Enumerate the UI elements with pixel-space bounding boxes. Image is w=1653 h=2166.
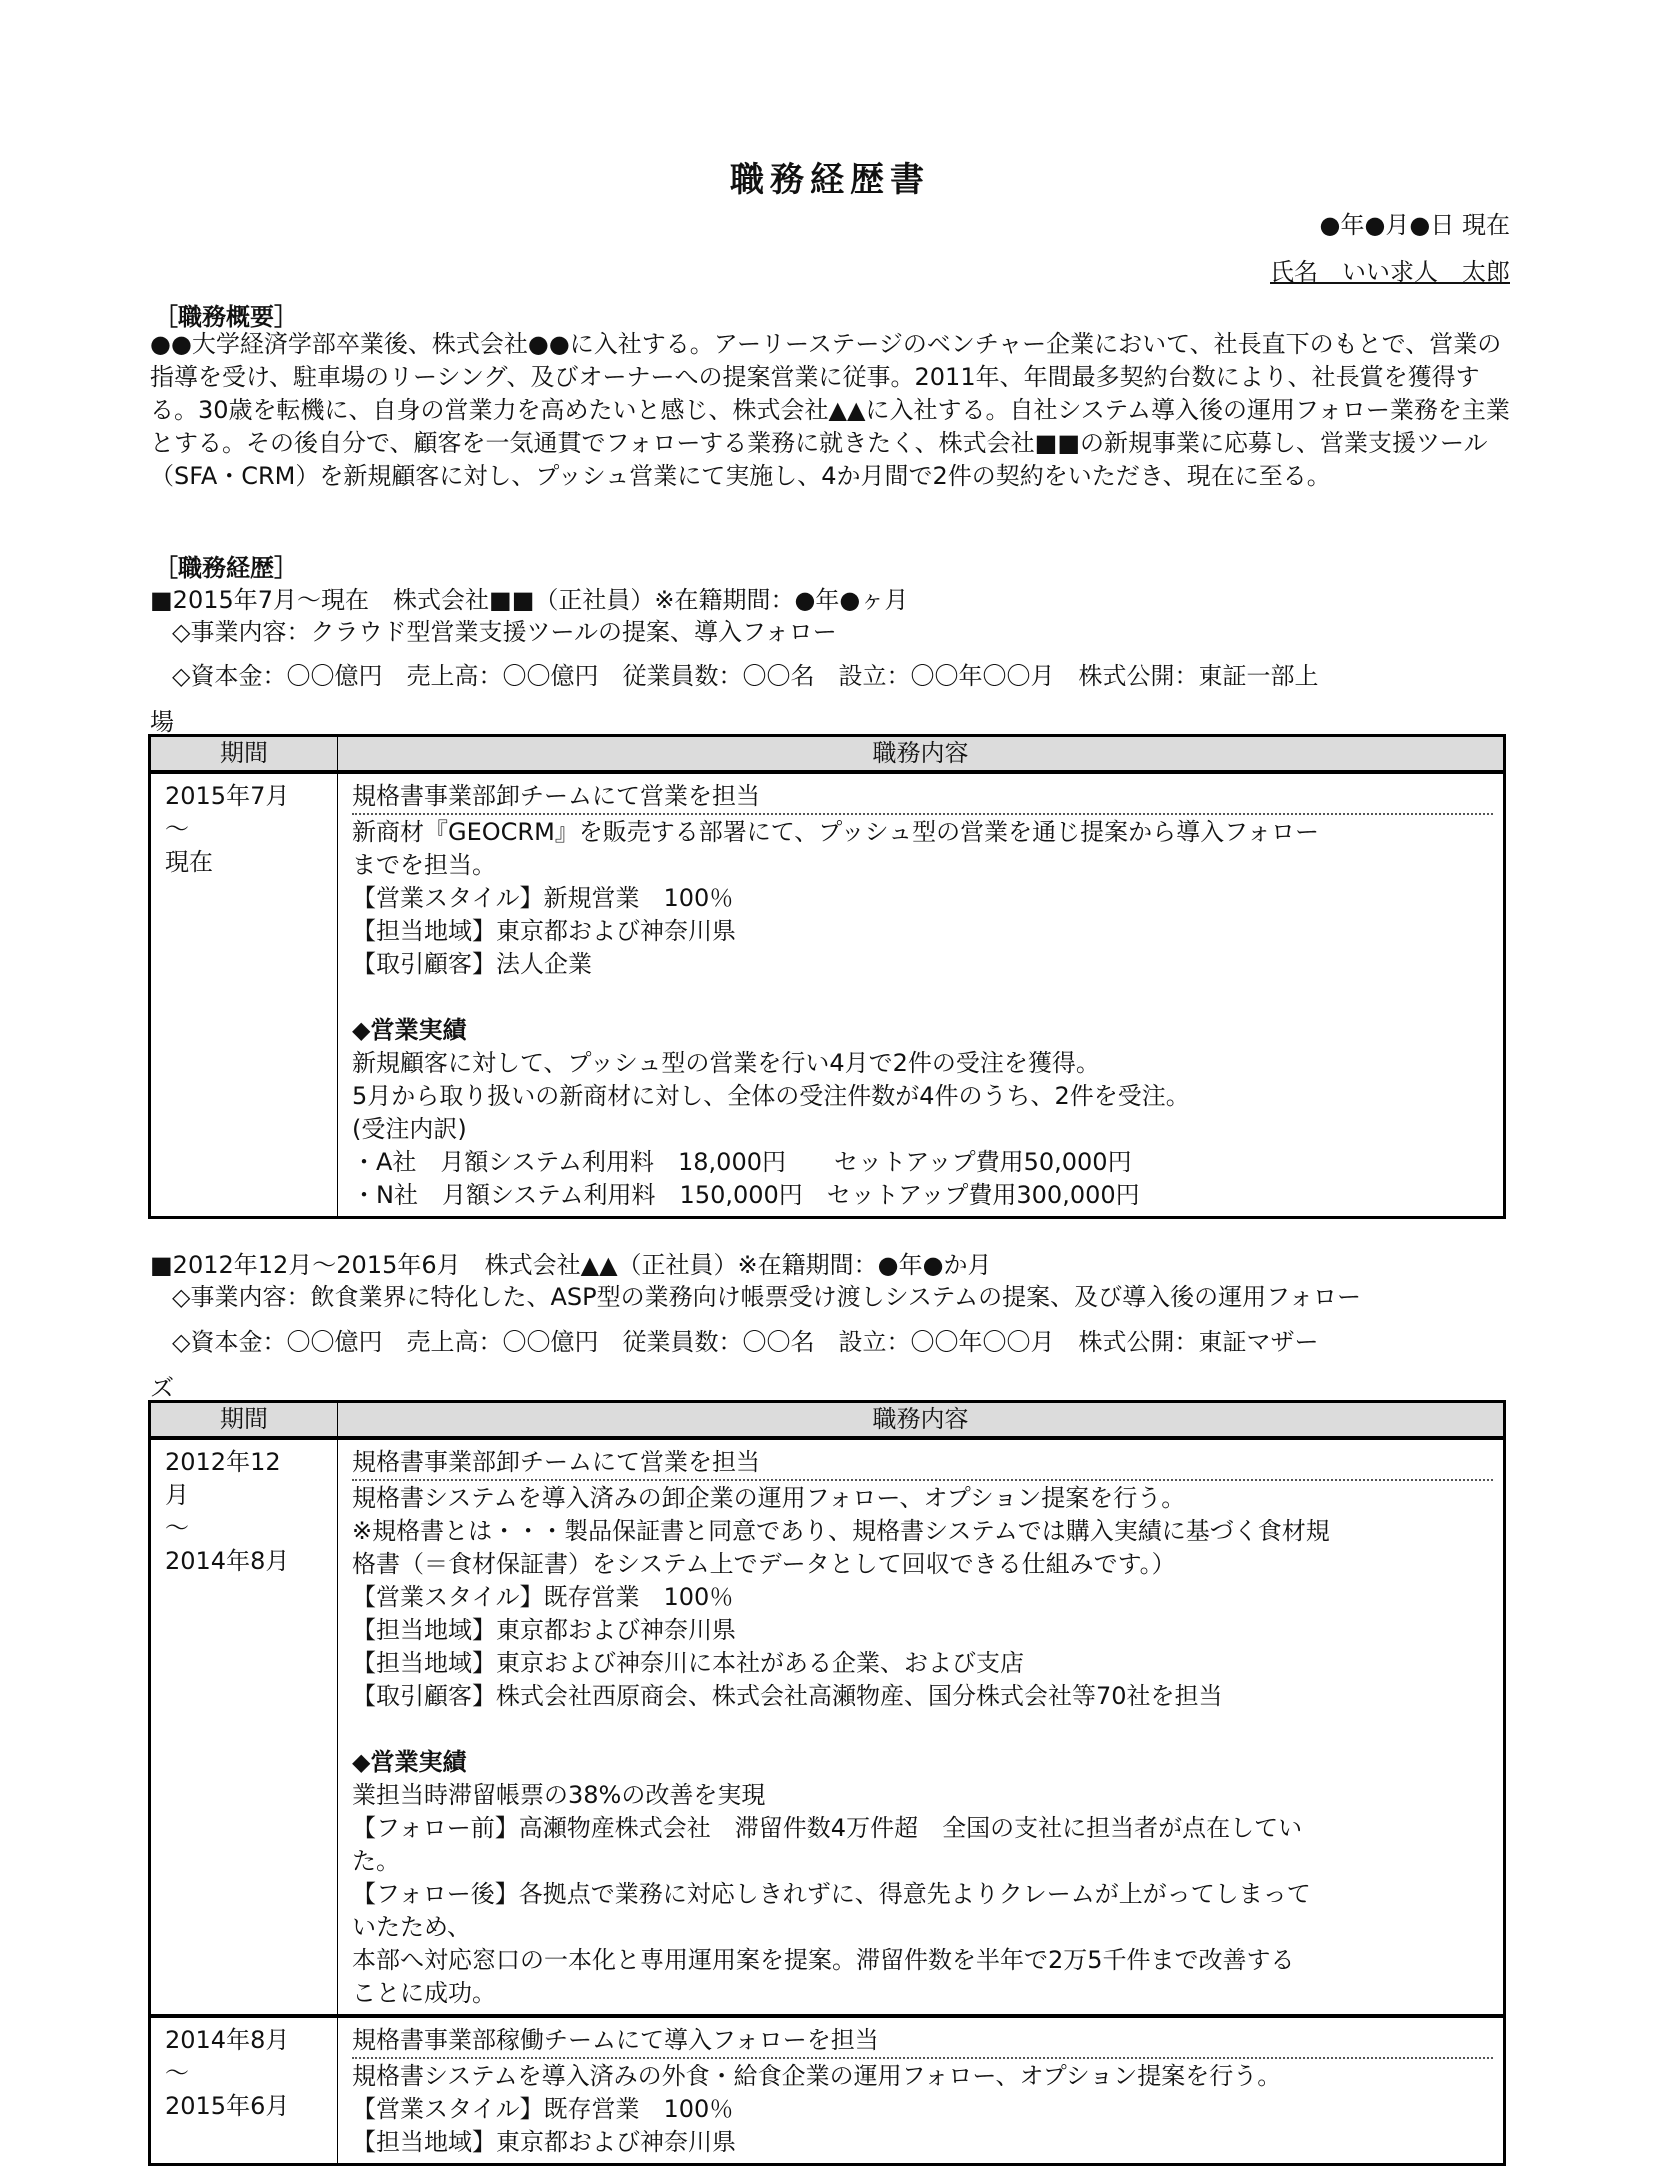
period-start: 2012年12 [165, 1448, 281, 1476]
achievement-line: 【フォロー前】高瀬物産株式会社 滞留件数4万件超 全国の支社に担当者が点在してい [352, 1814, 1303, 1842]
period-cell [150, 772, 338, 1218]
task-title: 規格書事業部卸チームにて営業を担当 [352, 780, 1493, 815]
period-sep: ～ [165, 2059, 189, 2087]
achievements-heading: ◆営業実績 [352, 1016, 467, 1044]
job-history-table [148, 1400, 1506, 2166]
period-start-cont: 月 [165, 1481, 189, 1509]
task-line: 規格書システムを導入済みの外食・給食企業の運用フォロー、オプション提案を行う。 [352, 2062, 1282, 2090]
period-end: 現在 [165, 848, 213, 876]
company-profile: ◇資本金：〇〇億円 売上高：〇〇億円 従業員数：〇〇名 設立：〇〇年〇〇月 株式公開：東証一部上 [172, 662, 1319, 690]
company-profile: ◇資本金：〇〇億円 売上高：〇〇億円 従業員数：〇〇名 設立：〇〇年〇〇月 株式公開：東証マザー [172, 1328, 1319, 1356]
company-business: ◇事業内容：クラウド型営業支援ツールの提案、導入フォロー [172, 618, 837, 646]
table-row [150, 2016, 1505, 2165]
table-row [150, 1438, 1505, 2016]
history-heading: ［職務経歴］ [154, 554, 298, 582]
achievement-line: 【フォロー後】各拠点で業務に対応しきれずに、得意先よりクレームが上がってしまって [352, 1880, 1311, 1908]
achievement-line: (受注内訳) [352, 1115, 467, 1143]
achievement-line: ことに成功。 [352, 1979, 496, 2007]
content-cell [338, 1438, 1505, 2016]
content-cell [338, 2016, 1505, 2165]
company-profile-wrap: 場 [150, 708, 174, 736]
achievement-line: 5月から取り扱いの新商材に対し、全体の受注件数が4件のうち、2件を受注。 [352, 1082, 1190, 1110]
task-line: 格書（＝食材保証書）をシステム上でデータとして回収できる仕組みです。） [352, 1550, 1176, 1578]
period-start: 2015年7月 [165, 782, 290, 810]
period-sep: ～ [165, 1514, 189, 1542]
company-profile-wrap: ズ [150, 1374, 174, 1402]
task-line: 【担当地域】東京および神奈川に本社がある企業、および支店 [352, 1649, 1024, 1677]
task-line: までを担当。 [352, 851, 496, 879]
company-business: ◇事業内容：飲食業界に特化した、ASP型の業務向け帳票受け渡しシステムの提案、及び導入後の運用フォロー [172, 1283, 1361, 1311]
period-cell [150, 1438, 338, 2016]
summary-heading: ［職務概要］ [154, 303, 298, 331]
col-header-content: 職務内容 [338, 736, 1505, 773]
date-line: ●年●月●日 現在 [1319, 211, 1510, 239]
period-start: 2014年8月 [165, 2026, 290, 2054]
task-line: 【担当地域】東京都および神奈川県 [352, 917, 736, 945]
period-sep: ～ [165, 815, 189, 843]
name-line: 氏名 いい求人 太郎 [1270, 258, 1510, 286]
task-line: 規格書システムを導入済みの卸企業の運用フォロー、オプション提案を行う。 [352, 1484, 1186, 1512]
task-line: 新商材『GEOCRM』を販売する部署にて、プッシュ型の営業を通じ提案から導入フォロー [352, 818, 1319, 846]
period-cell [150, 2016, 338, 2165]
achievements-heading: ◆営業実績 [352, 1748, 467, 1776]
achievement-line: ・N社 月額システム利用料 150,000円 セットアップ費用300,000円 [352, 1181, 1140, 1209]
task-line: 【営業スタイル】既存営業 100％ [352, 1583, 734, 1611]
achievement-line: いたため、 [352, 1913, 472, 1941]
job-history-table [148, 734, 1506, 1219]
document-title: 職務経歴書 [730, 160, 930, 200]
col-header-content: 職務内容 [338, 1402, 1505, 1439]
achievement-line: 本部へ対応窓口の一本化と専用運用案を提案。滞留件数を半年で2万5千件まで改善する [352, 1946, 1295, 1974]
col-header-period: 期間 [150, 736, 338, 773]
achievement-line: た。 [352, 1847, 400, 1875]
company-header: ■2012年12月～2015年6月 株式会社▲▲（正社員）※在籍期間：●年●か月 [150, 1251, 992, 1279]
achievement-line: 業担当時滞留帳票の38%の改善を実現 [352, 1781, 766, 1809]
period-end: 2014年8月 [165, 1547, 290, 1575]
task-line: 【営業スタイル】既存営業 100％ [352, 2095, 734, 2123]
table-row [150, 772, 1505, 1218]
task-title: 規格書事業部稼働チームにて導入フォローを担当 [352, 2024, 1493, 2059]
task-line: 【取引顧客】株式会社西原商会、株式会社高瀬物産、国分株式会社等70社を担当 [352, 1682, 1223, 1710]
company-header: ■2015年7月～現在 株式会社■■（正社員）※在籍期間：●年●ヶ月 [150, 586, 909, 614]
achievement-line: 新規顧客に対して、プッシュ型の営業を行い4月で2件の受注を獲得。 [352, 1049, 1100, 1077]
col-header-period: 期間 [150, 1402, 338, 1439]
task-line: 【取引顧客】法人企業 [352, 950, 592, 978]
content-cell [338, 772, 1505, 1218]
summary-text: ●●大学経済学部卒業後、株式会社●●に入社する。アーリーステージのベンチャー企業において、社長直下のもとで、営業の指導を受け、駐車場のリーシング、及びオーナーへの提案営業に従事。2011年、年間最多契約台数により、社長賞を獲得する。30歳を転機に、自身の営業力を高めたいと感じ、株式会社▲▲に入社する。自社システム導入後の運用フォロー業務を主業とする。その後自分で、顧客を一気通貫でフォローする業務に就きたく、株式会社■■の新規事業に応募し、営業支援ツール（SFA・CRM）を新規顧客に対し、プッシュ営業にて実施し、4か月間で2件の契約をいただき、現在に至る。 [150, 330, 1510, 490]
achievement-line: ・A社 月額システム利用料 18,000円 セットアップ費用50,000円 [352, 1148, 1132, 1176]
task-title: 規格書事業部卸チームにて営業を担当 [352, 1446, 1493, 1481]
task-line: 【営業スタイル】新規営業 100％ [352, 884, 734, 912]
task-line: 【担当地域】東京都および神奈川県 [352, 2128, 736, 2156]
task-line: ※規格書とは・・・製品保証書と同意であり、規格書システムでは購入実績に基づく食材規 [352, 1517, 1330, 1545]
period-end: 2015年6月 [165, 2092, 290, 2120]
task-line: 【担当地域】東京都および神奈川県 [352, 1616, 736, 1644]
